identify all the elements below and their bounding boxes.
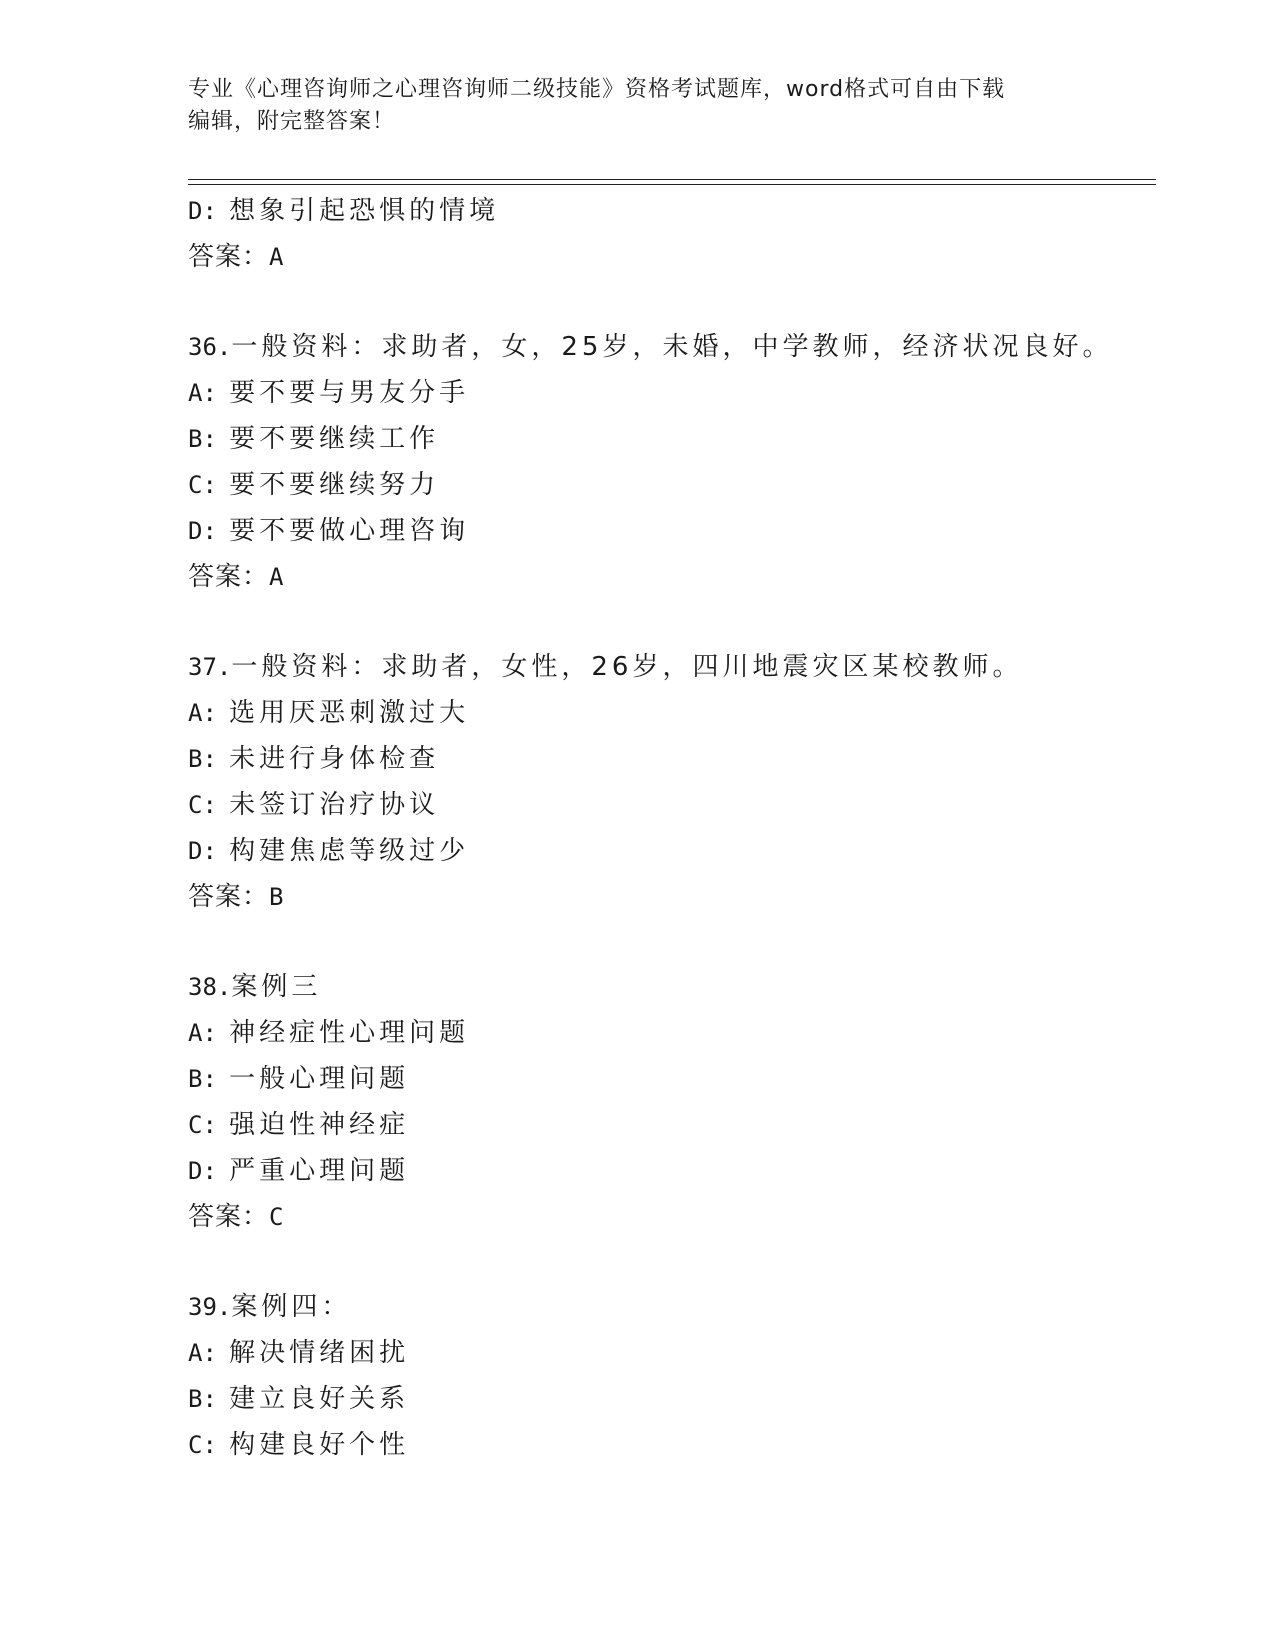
answer-value: B (269, 883, 285, 911)
option-key: D: (188, 837, 217, 865)
option-key: D: (188, 197, 217, 225)
header-divider-bottom (188, 184, 1156, 185)
option-key: C: (188, 471, 217, 499)
option-key: A: (188, 699, 217, 727)
option-key: B: (188, 1065, 217, 1093)
question-list (188, 188, 1148, 1468)
option-row (188, 1010, 1148, 1056)
option-text: 构建焦虑等级过少 (229, 836, 470, 866)
option-row (188, 1422, 1148, 1468)
document-header (188, 74, 1068, 138)
option-key: D: (188, 1157, 217, 1185)
option-text: 选用厌恶刺激过大 (229, 698, 470, 728)
option-row (188, 462, 1148, 508)
question-number: 36. (188, 333, 232, 361)
option-text: 未签订治疗协议 (229, 790, 440, 820)
option-text: 要不要做心理咨询 (229, 516, 470, 546)
answer-label: 答案： (188, 1202, 270, 1232)
question-block-36 (188, 324, 1148, 600)
option-text: 要不要继续工作 (229, 424, 440, 454)
answer-value: C (269, 1203, 285, 1231)
question-number: 38. (188, 973, 232, 1001)
question-block-35 (188, 188, 1148, 280)
option-row (188, 1056, 1148, 1102)
option-text: 一般心理问题 (229, 1064, 410, 1094)
question-text: 案例三 (231, 972, 322, 1002)
option-row (188, 736, 1148, 782)
answer-value: A (269, 563, 285, 591)
question-number: 37. (188, 653, 232, 681)
option-key: B: (188, 1385, 217, 1413)
option-row (188, 370, 1148, 416)
option-key: C: (188, 1431, 217, 1459)
question-block-37 (188, 644, 1148, 920)
answer-label: 答案： (188, 242, 270, 272)
option-row (188, 508, 1148, 554)
option-row (188, 1330, 1148, 1376)
option-row (188, 828, 1148, 874)
answer-label: 答案： (188, 882, 270, 912)
option-key: A: (188, 1019, 217, 1047)
option-row (188, 690, 1148, 736)
question-row (188, 1284, 1148, 1330)
question-text: 案例四： (231, 1292, 352, 1322)
question-text: 一般资料：求助者，女，25岁，未婚，中学教师，经济状况良好。 (231, 332, 1113, 362)
spacer (188, 920, 1148, 964)
option-key: B: (188, 425, 217, 453)
answer-row (188, 234, 1148, 280)
option-key: B: (188, 745, 217, 773)
answer-value: A (269, 243, 285, 271)
option-text: 解决情绪困扰 (229, 1338, 410, 1368)
spacer (188, 280, 1148, 324)
option-row (188, 416, 1148, 462)
question-text: 一般资料：求助者，女性，26岁，四川地震灾区某校教师。 (231, 652, 1023, 682)
option-key: C: (188, 1111, 217, 1139)
option-text: 神经症性心理问题 (229, 1018, 470, 1048)
option-key: A: (188, 379, 217, 407)
option-text: 构建良好个性 (229, 1430, 410, 1460)
option-text: 要不要与男友分手 (229, 378, 470, 408)
question-row (188, 324, 1148, 370)
option-text: 强迫性神经症 (229, 1110, 410, 1140)
spacer (188, 1240, 1148, 1284)
option-row (188, 188, 1148, 234)
question-number: 39. (188, 1293, 232, 1321)
question-row (188, 644, 1148, 690)
option-row (188, 1148, 1148, 1194)
option-key: A: (188, 1339, 217, 1367)
option-row (188, 1102, 1148, 1148)
option-text: 建立良好关系 (229, 1384, 410, 1414)
option-key: D: (188, 517, 217, 545)
answer-row (188, 554, 1148, 600)
question-block-39 (188, 1284, 1148, 1468)
header-line-1: 专业《心理咨询师之心理咨询师二级技能》资格考试题库，word格式可自由下载 (188, 77, 1006, 102)
answer-row (188, 1194, 1148, 1240)
answer-row (188, 874, 1148, 920)
question-block-38 (188, 964, 1148, 1240)
option-text: 要不要继续努力 (229, 470, 440, 500)
option-text: 未进行身体检查 (229, 744, 440, 774)
option-text: 严重心理问题 (229, 1156, 410, 1186)
header-divider-top (188, 179, 1156, 180)
spacer (188, 600, 1148, 644)
answer-label: 答案： (188, 562, 270, 592)
option-row (188, 1376, 1148, 1422)
option-key: C: (188, 791, 217, 819)
option-text: 想象引起恐惧的情境 (229, 196, 500, 226)
header-line-2: 编辑，附完整答案！ (188, 109, 396, 134)
option-row (188, 782, 1148, 828)
question-row (188, 964, 1148, 1010)
